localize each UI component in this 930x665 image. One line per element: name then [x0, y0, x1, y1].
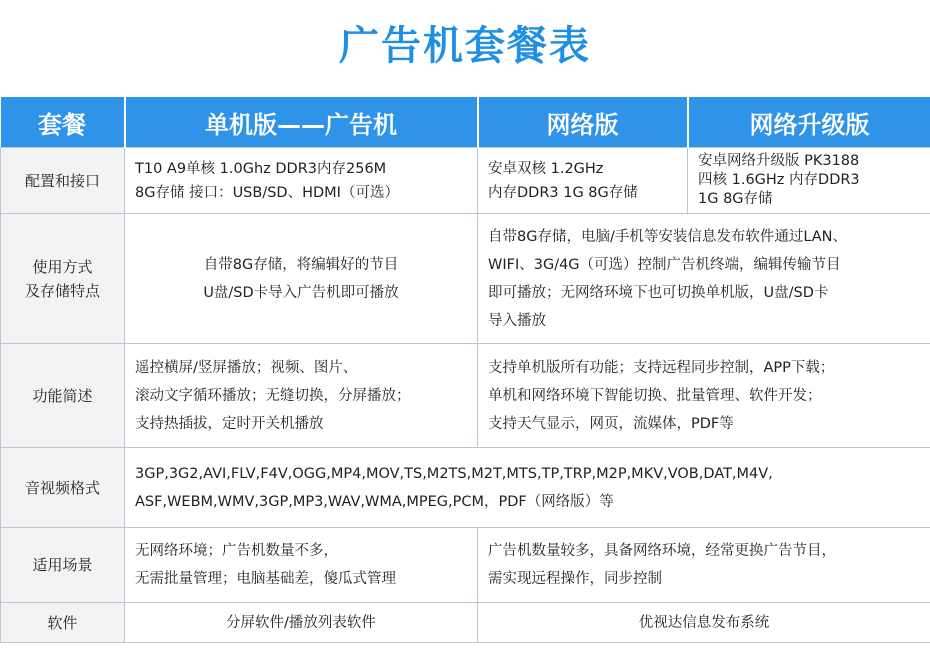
config-upgrade-line: 四核 1.6GHz 内存DDR3: [698, 172, 860, 188]
functions-network-line: 单机和网络环境下智能切换、批量管理、软件开发；: [488, 387, 822, 404]
config-network-line: 内存DDR3 1G 8G存储: [488, 184, 638, 201]
header-package: 套餐: [1, 97, 125, 148]
config-standalone-cell: [125, 148, 478, 214]
functions-standalone-line: 滚动文字循环播放；无缝切换，分屏播放；: [135, 387, 411, 404]
page-title: 广告机套餐表: [339, 23, 591, 69]
usage-standalone-line: 自带8G存储，将编辑好的节目: [203, 256, 399, 273]
config-upgrade-cell: [688, 148, 930, 214]
table-row-formats: [1, 448, 930, 528]
config-upgrade-line: 安卓网络升级版 PK3188: [698, 153, 860, 169]
usage-network-line: 自带8G存储，电脑/手机等安装信息发布软件通过LAN、: [488, 228, 848, 245]
row-label-functions: 功能简述: [1, 344, 125, 448]
row-label-software: 软件: [1, 603, 125, 643]
table-row-scenarios: [1, 528, 930, 603]
table-row-usage: [1, 214, 930, 344]
functions-network-cell: [478, 344, 930, 448]
table-row-software: [1, 603, 930, 643]
config-upgrade-line: 1G 8G存储: [698, 191, 773, 207]
usage-network-line: 即可播放；无网络环境下也可切换单机版，U盘/SD卡: [488, 284, 829, 301]
formats-line: ASF,WEBM,WMV,3GP,MP3,WAV,WMA,MPEG,PCM，PDF（网络版）等: [135, 493, 614, 510]
functions-standalone-line: 支持热插拔，定时开关机播放: [135, 415, 324, 432]
config-network-line: 安卓双核 1.2GHz: [488, 160, 604, 177]
functions-network-line: 支持天气显示，网页，流媒体，PDF等: [488, 415, 734, 432]
scenarios-standalone-line: 无需批量管理；电脑基础差，傻瓜式管理: [135, 571, 396, 587]
row-label-usage-line: 及存储特点: [24, 281, 100, 300]
table-row-functions: [1, 344, 930, 448]
table-header-row: [1, 97, 930, 148]
software-standalone-cell: 分屏软件/播放列表软件: [125, 603, 478, 643]
config-network-cell: [478, 148, 688, 214]
formats-cell: [125, 448, 930, 528]
usage-standalone-line: U盘/SD卡导入广告机即可播放: [203, 284, 399, 301]
row-label-formats: 音视频格式: [1, 448, 125, 528]
config-standalone-line: T10 A9单核 1.0Ghz DDR3内存256M: [135, 160, 387, 177]
package-table: [0, 97, 930, 643]
row-label-usage: [1, 214, 125, 344]
row-label-config: 配置和接口: [1, 148, 125, 214]
functions-standalone-cell: [125, 344, 478, 448]
formats-line: 3GP,3G2,AVI,FLV,F4V,OGG,MP4,MOV,TS,M2TS,M2T,MTS,TP,TRP,M2P,MKV,VOB,DAT,M4V,: [135, 465, 773, 482]
row-label-usage-line: 使用方式: [32, 257, 93, 276]
usage-network-line: 导入播放: [488, 312, 546, 329]
functions-standalone-line: 遥控横屏/竖屏播放；视频、图片、: [135, 359, 358, 376]
scenarios-network-line: 广告机数量较多，具备网络环境，经常更换广告节目，: [488, 543, 836, 559]
header-network: 网络版: [478, 97, 688, 148]
header-standalone: 单机版——广告机: [125, 97, 478, 148]
header-network-upgrade: 网络升级版: [688, 97, 930, 148]
usage-standalone-cell: [125, 214, 478, 344]
config-standalone-line: 8G存储 接口：USB/SD、HDMI（可选）: [135, 184, 399, 201]
functions-network-line: 支持单机版所有功能；支持远程同步控制，APP下载；: [488, 359, 835, 376]
scenarios-network-line: 需实现远程操作，同步控制: [488, 571, 662, 587]
scenarios-network-cell: [478, 528, 930, 603]
usage-network-line: WIFI、3G/4G（可选）控制广告机终端，编辑传输节目: [488, 256, 841, 273]
scenarios-standalone-line: 无网络环境；广告机数量不多，: [135, 543, 338, 559]
software-network-cell: 优视达信息发布系统: [478, 603, 930, 643]
usage-network-cell: [478, 214, 930, 344]
scenarios-standalone-cell: [125, 528, 478, 603]
table-row-config: [1, 148, 930, 214]
row-label-scenarios: 适用场景: [1, 528, 125, 603]
